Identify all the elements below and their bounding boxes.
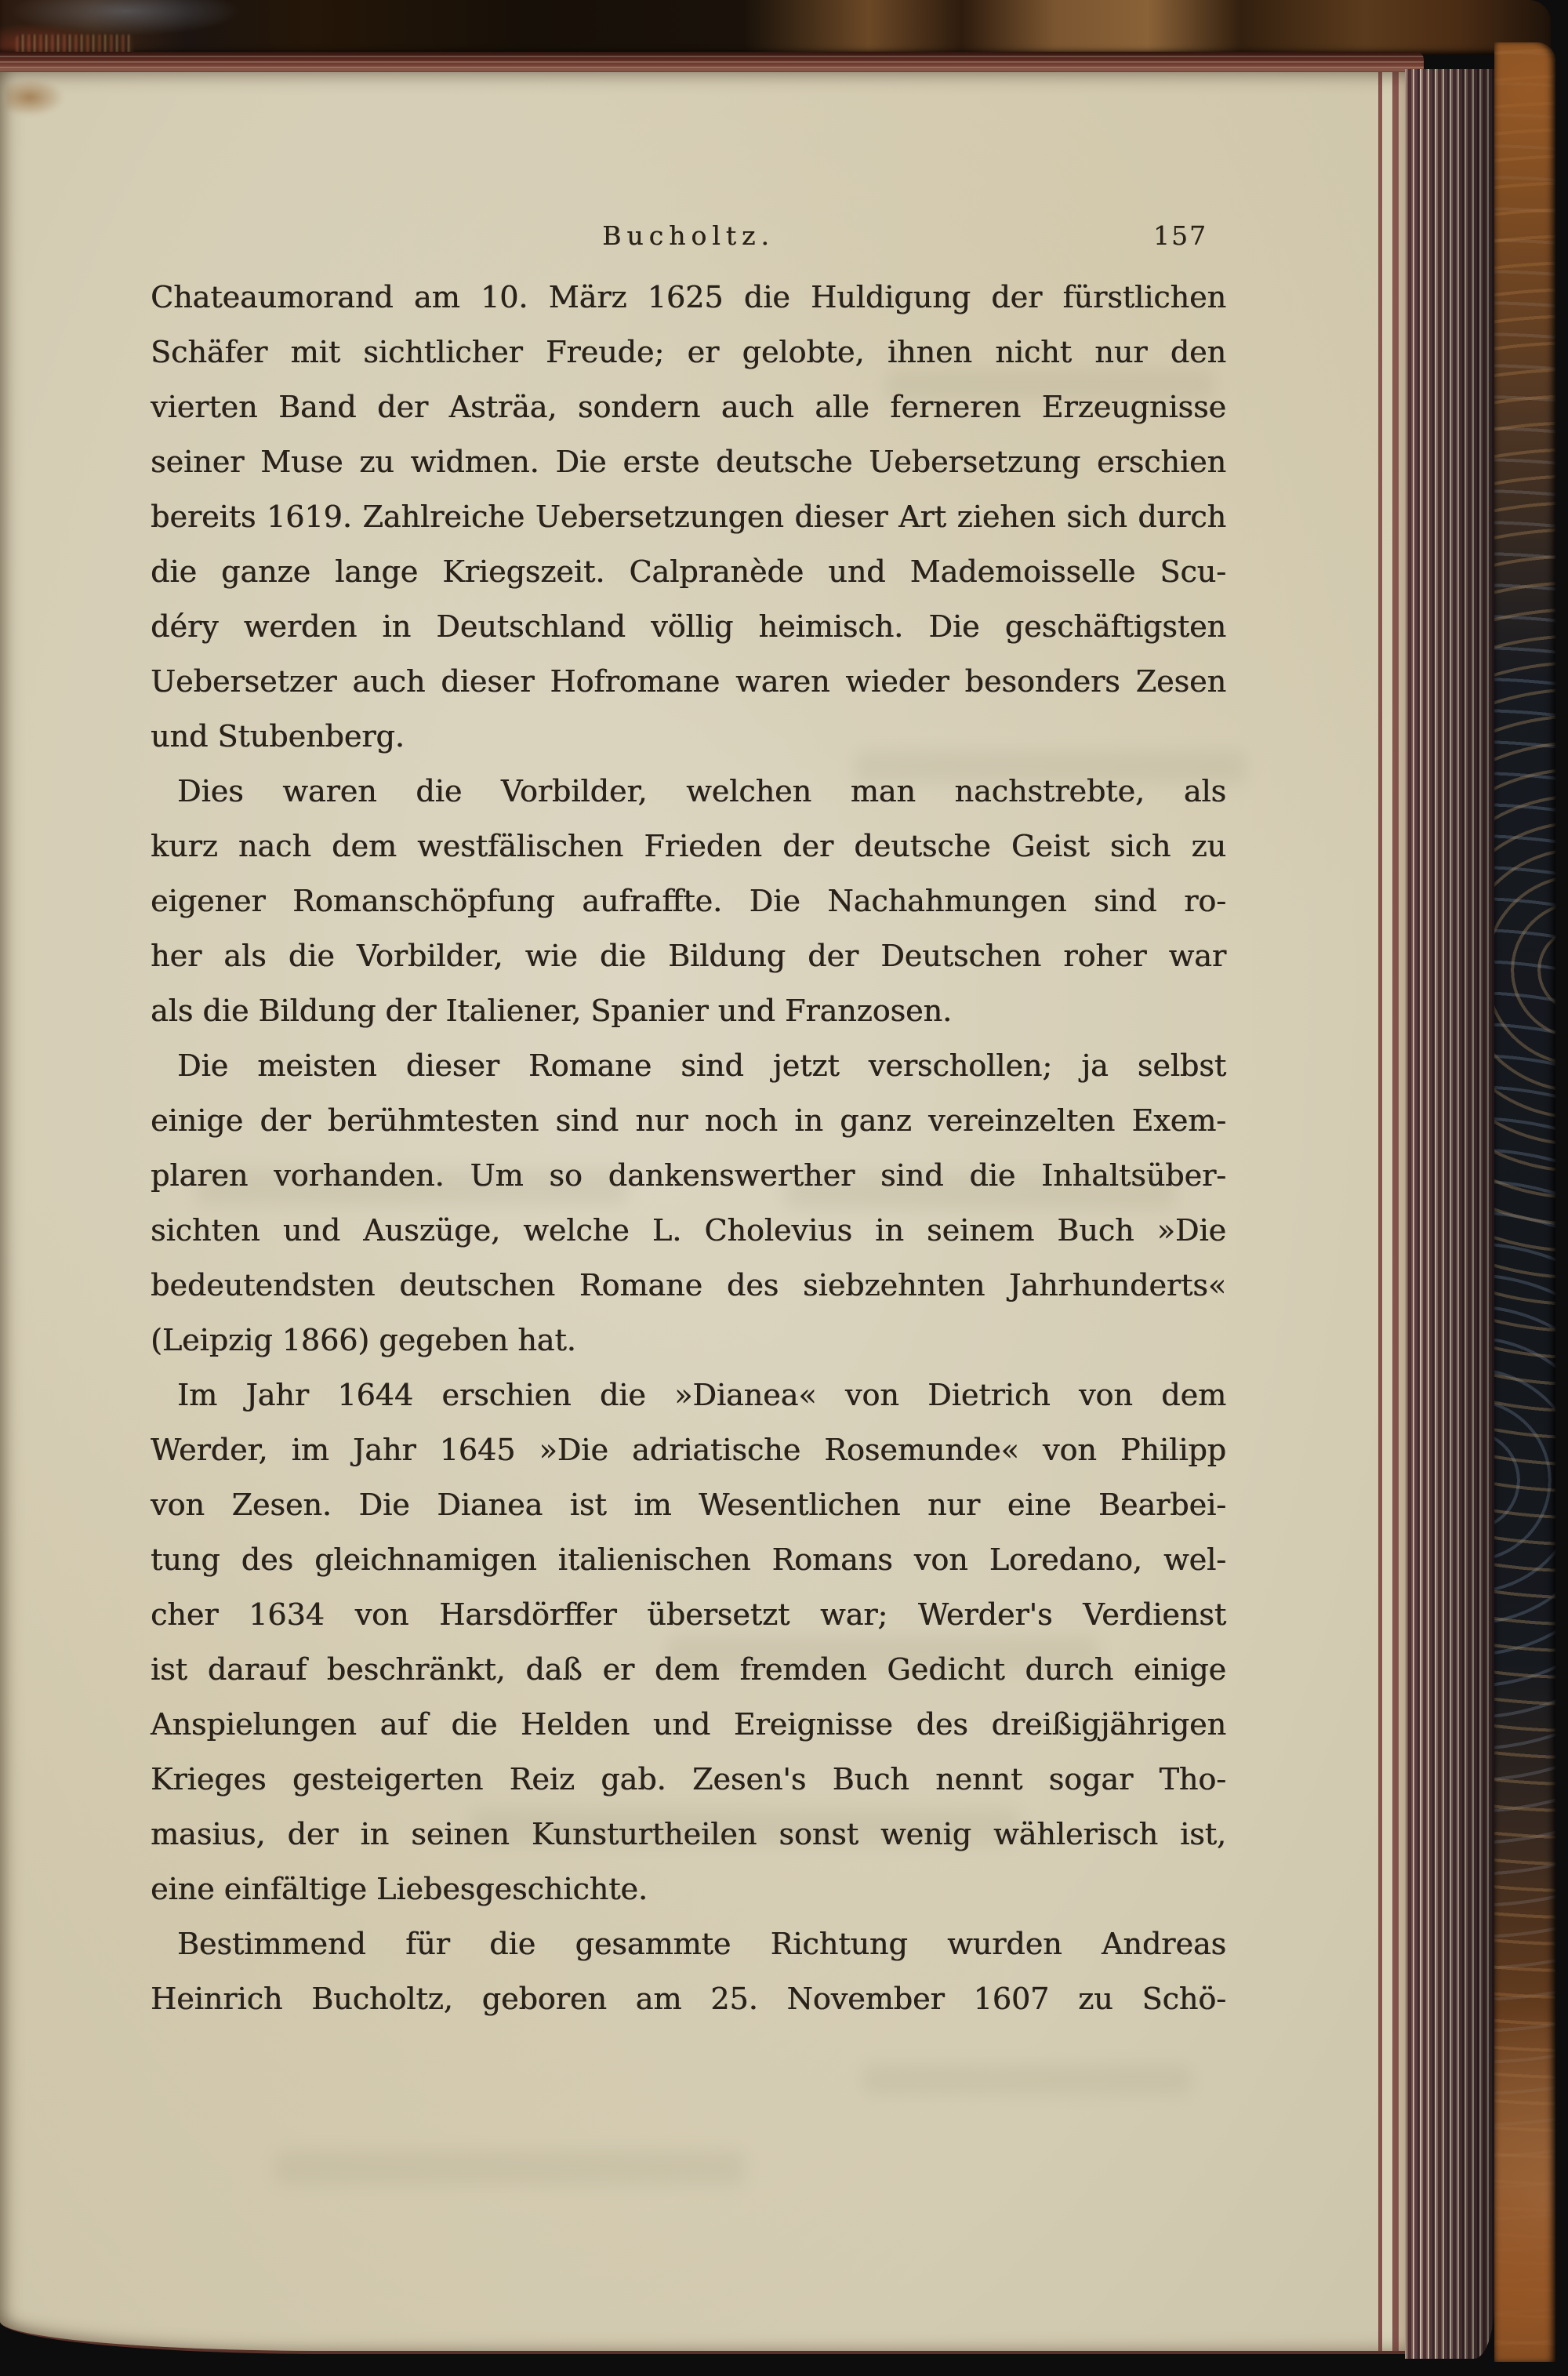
text-line: tung des gleichnamigen italienischen Romans von Loredano, wel- [151,1542,1226,1577]
text-line: als die Bildung der Italiener, Spanier und Franzosen. [151,994,953,1028]
text-line: Heinrich Bucholtz, geboren am 25. November 1607 zu Schö- [151,1982,1226,2016]
marbled-cover-right-edge [1494,42,1555,2362]
printed-text-block [151,72,1226,2351]
text-line: plaren vorhanden. Um so dankenswerther sind die Inhaltsüber- [151,1158,1226,1193]
text-line: déry werden in Deutschland völlig heimisch. Die geschäftigsten [151,609,1226,644]
text-line: eigener Romanschöpfung aufraffte. Die Nachahmungen sind ro- [151,884,1226,918]
text-line: Im Jahr 1644 erschien die »Dianea« von Dietrich von dem [177,1378,1226,1412]
text-line: Werder, im Jahr 1645 »Die adriatische Rosemunde« von Philipp [151,1433,1226,1467]
text-line: her als die Vorbilder, wie die Bildung der Deutschen roher war [151,939,1226,973]
text-line: Schäfer mit sichtlicher Freude; er gelobte, ihnen nicht nur den [151,335,1226,369]
text-line: Anspielungen auf die Helden und Ereignisse des dreißigjährigen [151,1707,1226,1742]
text-line: vierten Band der Asträa, sondern auch alle ferneren Erzeugnisse [151,390,1226,424]
text-line: Krieges gesteigerten Reiz gab. Zesen's Buch nennt sogar Tho- [151,1762,1226,1797]
text-line: bedeutendsten deutschen Romane des siebzehnten Jahrhunderts« [151,1268,1226,1302]
text-line: cher 1634 von Harsdörffer übersetzt war; Werder's Verdienst [151,1597,1226,1632]
text-line: einige der berühmtesten sind nur noch in ganz vereinzelten Exem- [151,1103,1226,1138]
text-line: sichten und Auszüge, welche L. Cholevius in seinem Buch »Die [151,1213,1226,1248]
text-line: seiner Muse zu widmen. Die erste deutsche Uebersetzung erschien [151,445,1226,479]
text-line: Uebersetzer auch dieser Hofromane waren wieder besonders Zesen [151,664,1226,699]
text-line: ist darauf beschränkt, daß er dem fremden Gedicht durch einige [151,1652,1226,1687]
text-line: Bestimmend für die gesammte Richtung wurden Andreas [177,1927,1226,1961]
book-page [0,72,1405,2354]
text-line: eine einfältige Liebesgeschichte. [151,1872,648,1906]
body-text [151,270,1226,2026]
paper-stain [6,78,64,116]
page-number: 157 [1153,220,1207,251]
text-line: masius, der in seinen Kunsturtheilen sonst wenig wählerisch ist, [151,1817,1226,1851]
text-line: von Zesen. Die Dianea ist im Wesentlichen nur eine Bearbei- [151,1488,1226,1522]
text-line: (Leipzig 1866) gegeben hat. [151,1323,576,1357]
text-line: kurz nach dem westfälischen Frieden der deutsche Geist sich zu [151,829,1226,863]
text-line: Dies waren die Vorbilder, welchen man nachstrebte, als [177,774,1226,808]
book-cover-top-edge [0,0,1551,55]
running-header-title: Bucholtz. [602,220,775,251]
page-fore-edge-stack [1405,69,1494,2359]
text-line: bereits 1619. Zahlreiche Uebersetzungen dieser Art ziehen sich durch [151,500,1226,534]
running-header [151,218,1226,254]
page-top-edge-stain [0,52,1424,74]
text-line: Chateaumorand am 10. März 1625 die Huldigung der fürstlichen [151,280,1226,314]
text-line: Die meisten dieser Romane sind jetzt verschollen; ja selbst [177,1048,1226,1083]
text-line: und Stubenberg. [151,719,405,754]
text-line: die ganze lange Kriegszeit. Calpranède und Mademoisselle Scu- [151,554,1226,589]
